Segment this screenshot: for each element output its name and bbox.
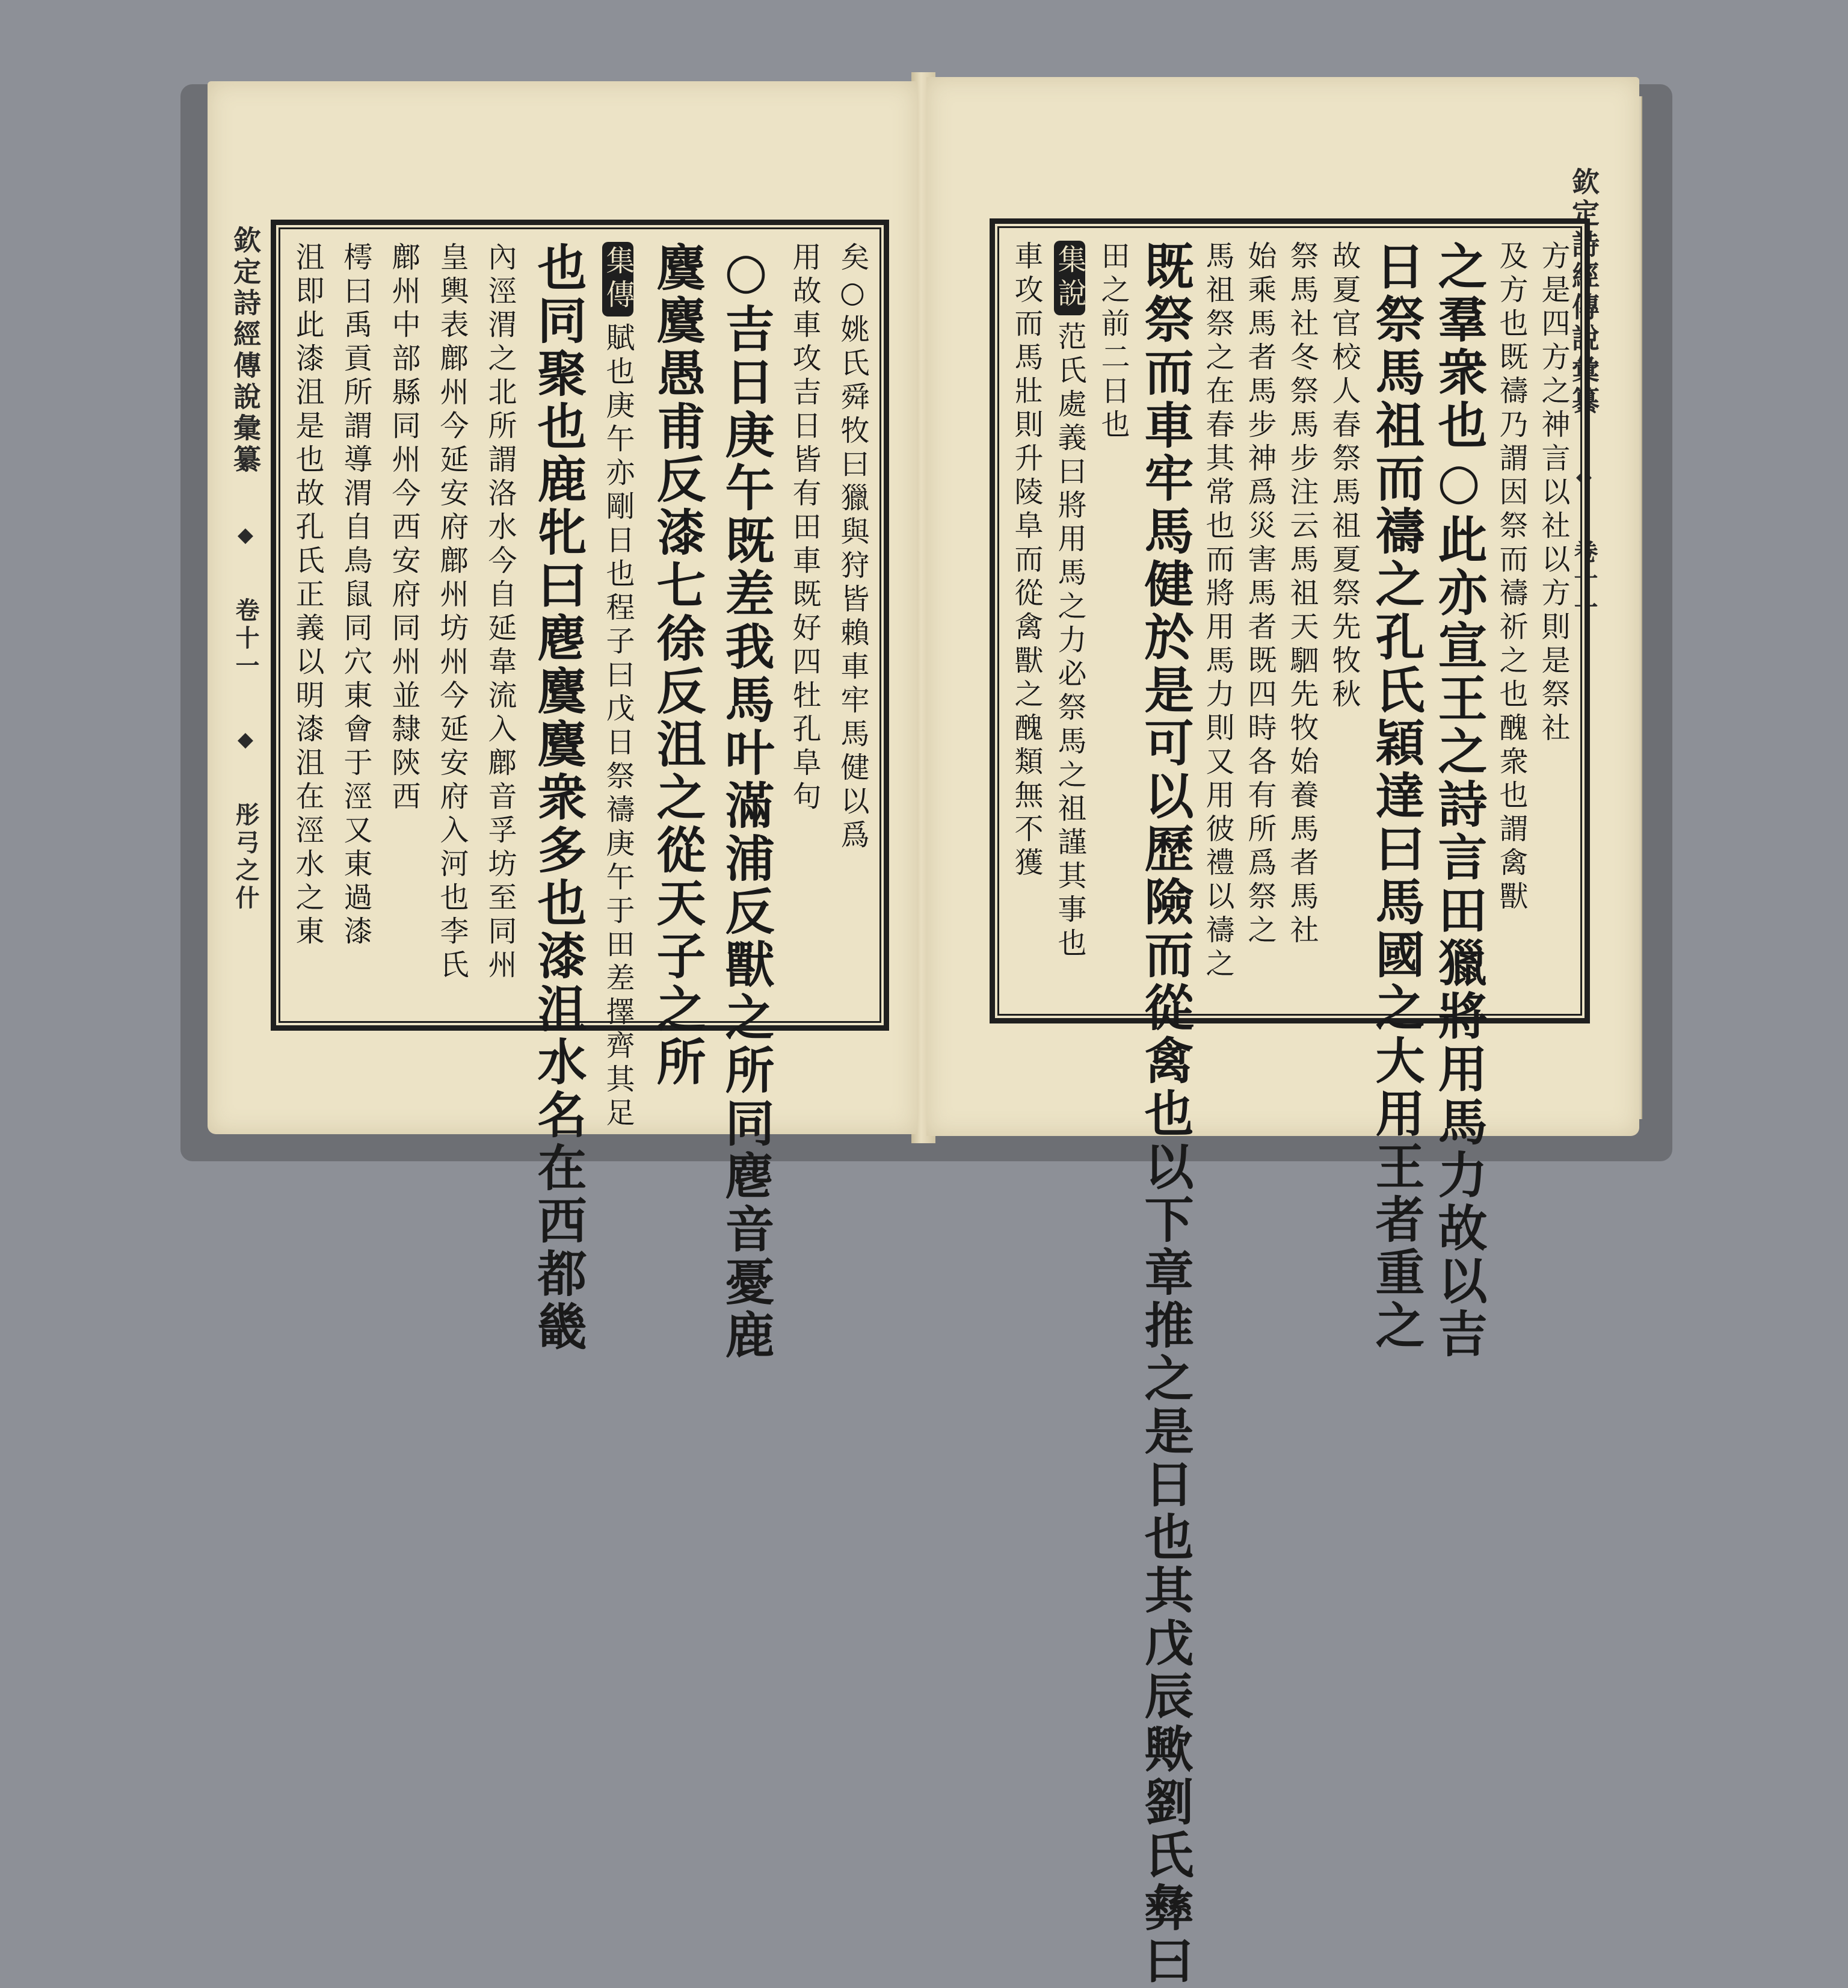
right-page-column xyxy=(1494,241,1528,1001)
left-margin-volume: 卷十一 xyxy=(232,597,260,681)
left-margin-section: 彤弓之什 xyxy=(232,802,260,913)
fish-tail-icon: ◆ xyxy=(233,727,257,755)
column-text: 賦也庚午亦剛日也程子曰戊日祭禱庚午于田差擇齊其足 xyxy=(601,323,635,1131)
column-text: 既祭而車牢馬健於是可以歷險而從禽也以下章推之是日也其戊辰歟劉氏彝曰 xyxy=(1136,241,1194,1988)
column-text: 樗曰禹貢所謂導渭自鳥鼠同穴東會于涇又東過漆 xyxy=(339,242,372,949)
column-text: 田之前二日也 xyxy=(1096,241,1130,443)
left-text-columns xyxy=(291,242,869,1362)
column-text: 鄜州中部縣同州今西安府同州並隸陝西 xyxy=(387,242,420,815)
right-margin-title-text: 欽定詩經傳說彙纂 xyxy=(1568,167,1600,418)
column-text: 故夏官校人春祭馬祖夏祭先牧秋 xyxy=(1327,241,1361,712)
left-page-column xyxy=(717,242,775,1362)
left-page-column xyxy=(435,242,469,1008)
column-text: 沮即此漆沮是也故孔氏正義以明漆沮在涇水之東 xyxy=(291,242,324,949)
fish-tail-icon: ◆ xyxy=(1572,465,1596,492)
right-page-column xyxy=(1009,241,1043,1001)
right-page-column xyxy=(1327,241,1361,1001)
column-text: 日祭馬祖而禱之孔氏穎達曰馬國之大用王者重之 xyxy=(1367,241,1425,1353)
column-text: 范氏處義曰將用馬之力必祭馬之祖謹其事也 xyxy=(1053,321,1086,962)
section-marker: 集說 xyxy=(1054,241,1085,315)
right-page-column xyxy=(1243,241,1277,1001)
column-text: 始乘馬者馬步神爲災害馬者既四時各有所爲祭之 xyxy=(1243,241,1277,948)
right-margin-volume: 卷十一 xyxy=(1570,539,1598,622)
column-text: ○吉日庚午既差我馬叶滿浦反獸之所同麀音憂鹿 xyxy=(717,242,775,1362)
right-page-column xyxy=(1203,241,1232,1001)
right-page-column xyxy=(1430,241,1488,1361)
left-text-frame xyxy=(271,220,889,1362)
column-text: 內涇渭之北所謂洛水今自延韋流入鄜音孚坊至同州 xyxy=(483,242,517,983)
section-marker: 集傳 xyxy=(602,242,633,316)
column-text: 用故車攻吉日皆有田車既好四牡孔阜句 xyxy=(787,242,821,815)
left-margin-title xyxy=(226,226,265,1020)
right-page-column xyxy=(1054,241,1085,1001)
left-page-column xyxy=(838,242,867,1008)
right-page-column xyxy=(1285,241,1319,1001)
fish-tail-icon: ◆ xyxy=(233,523,257,551)
left-margin-title-text: 欽定詩經傳說彙纂 xyxy=(229,226,262,476)
right-text-columns xyxy=(1009,241,1570,1988)
column-text: 祭馬社冬祭馬步注云馬祖天駟先牧始養馬者馬社 xyxy=(1285,241,1319,948)
column-text: 之羣衆也○此亦宣王之詩言田獵將用馬力故以吉 xyxy=(1430,241,1488,1361)
left-page-column xyxy=(601,242,635,1131)
right-page-column xyxy=(1536,241,1570,1001)
column-text: 也同聚也鹿牝曰麀麌麌衆多也漆沮水名在西都畿 xyxy=(529,242,587,1354)
column-text: 馬祖祭之在春其常也而將用馬力則又用彼禮以禱之 xyxy=(1201,241,1234,982)
column-text: 方是四方之神言以社以方則是祭社 xyxy=(1536,241,1570,746)
left-page-column xyxy=(483,242,517,1008)
left-page-column xyxy=(787,242,821,1008)
left-page-column xyxy=(529,242,587,1354)
column-text: 皇輿表鄜州今延安府鄜州坊州今延安府入河也李氏 xyxy=(435,242,469,983)
right-page xyxy=(926,77,1639,1988)
right-page-column xyxy=(1367,241,1425,1353)
left-page-column xyxy=(341,242,370,1008)
right-text-frame xyxy=(990,218,1590,1988)
right-page-column xyxy=(1136,241,1194,1988)
right-page-column xyxy=(1096,241,1130,1001)
left-page-column xyxy=(293,242,322,1008)
column-text: 及方也既禱乃謂因祭而禱祈之也醜衆也謂禽獸 xyxy=(1494,241,1528,915)
left-page-column xyxy=(648,242,706,1089)
column-text: 車攻而馬壯則升陵阜而從禽獸之醜類無不獲 xyxy=(1009,241,1043,881)
left-page xyxy=(208,81,917,1362)
column-text: 麌麌愚甫反漆七徐反沮之從天子之所 xyxy=(648,242,706,1089)
left-page-column xyxy=(389,242,418,1008)
column-text: 矣○姚氏舜牧曰獵與狩皆賴車牢馬健以爲 xyxy=(836,242,869,853)
